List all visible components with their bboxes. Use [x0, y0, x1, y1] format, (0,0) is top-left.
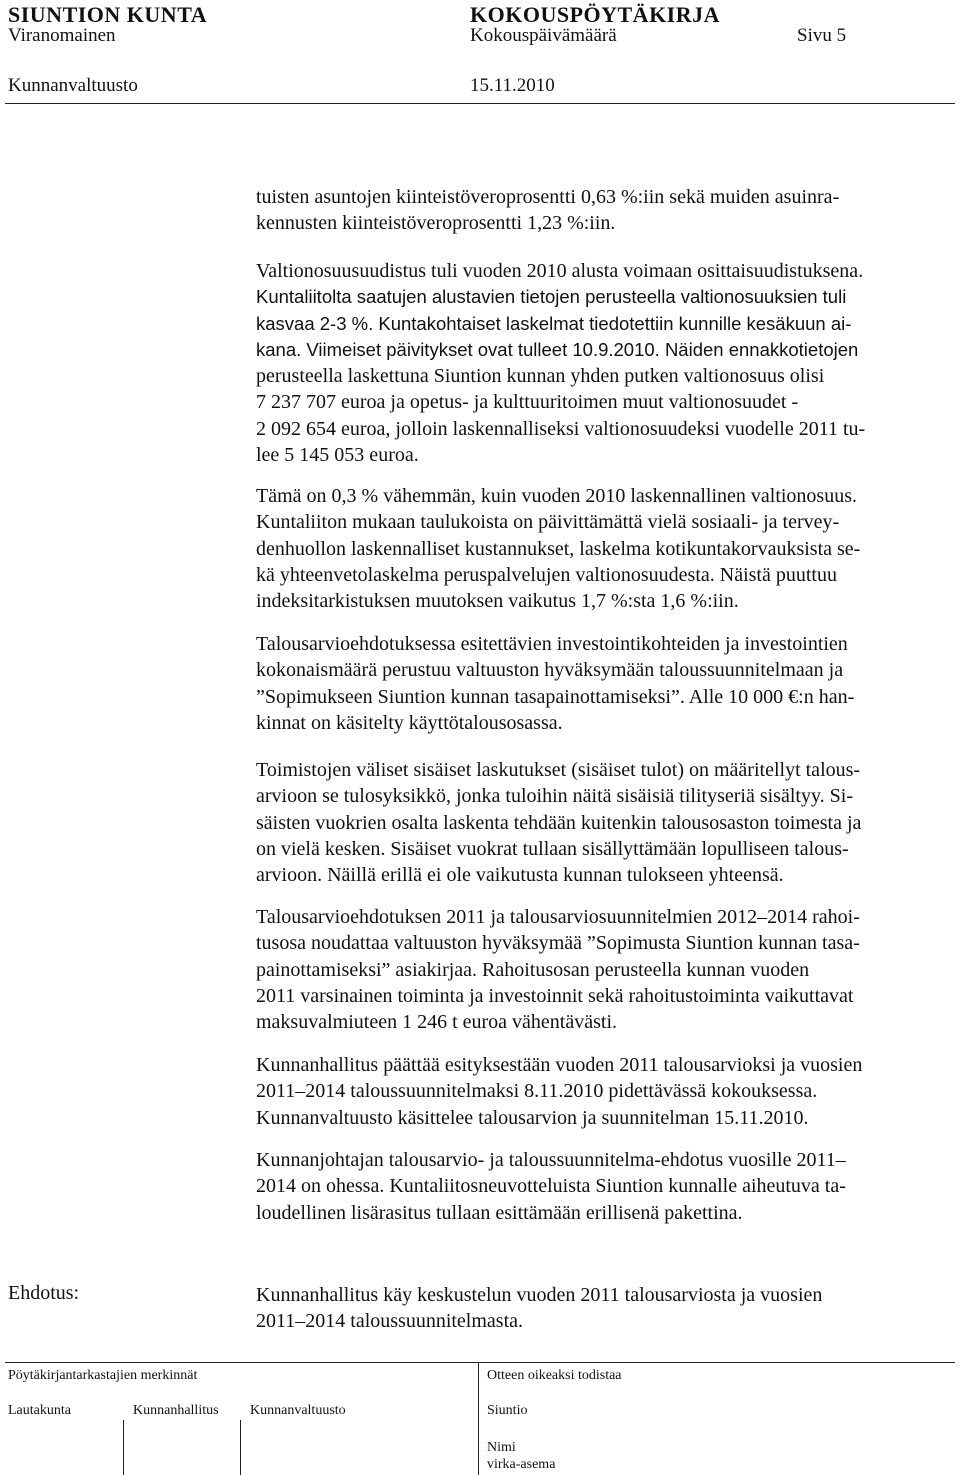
paragraph-line: 7 237 707 euroa ja opetus- ja kulttuuritoimen muut valtionosuudet -	[256, 391, 799, 414]
signature-box-divider	[240, 1420, 241, 1475]
authority-label: Viranomainen	[8, 25, 116, 46]
paragraph-line: 2011 varsinainen toiminta ja investoinnit sekä rahoitustoiminta vaikuttavat	[256, 984, 854, 1007]
paragraph-line: Kuntaliiton mukaan taulukoista on päivittämättä vielä sosiaali- ja tervey-	[256, 511, 840, 534]
paragraph-line: perusteella laskettuna Siuntion kunnan yhden putken valtionosuus olisi	[256, 365, 825, 388]
paragraph-line: 2014 on ohessa. Kuntaliitosneuvotteluista Siuntion kunnalle aiheutuva ta-	[256, 1175, 846, 1198]
paragraph	[256, 757, 946, 888]
paragraph-line: Kunnanjohtajan talousarvio- ja taloussuunnitelma-ehdotus vuosille 2011–	[256, 1149, 846, 1171]
paragraph-line: Kunnanvaltuusto käsittelee talousarvion ja suunnitelman 15.11.2010.	[256, 1106, 809, 1129]
paragraph	[256, 483, 946, 614]
paragraph-line: tuisten asuntojen kiinteistöveroprosentti 0,63 %:iin sekä muiden asuinra-	[256, 186, 840, 208]
paragraph-line: säisten vuokrien osalta laskenta tehdään kuitenkin talousosaston toimesta ja	[256, 811, 862, 834]
paragraph-line: Tämä on 0,3 % vähemmän, kuin vuoden 2010 laskennallinen valtionosuus.	[256, 485, 857, 507]
paragraph-line: kasvaa 2-3 %. Kuntakohtaiset laskelmat tiedotettiin kunnille kesäkuun ai-	[256, 312, 852, 334]
header-divider	[5, 103, 955, 104]
footer-name-label: Nimi	[487, 1440, 516, 1455]
certified-label: Otteen oikeaksi todistaa	[487, 1368, 622, 1383]
paragraph	[256, 904, 946, 1035]
page-number: Sivu 5	[797, 25, 847, 46]
proposal-line: 2011–2014 taloussuunnitelmasta.	[256, 1310, 524, 1333]
meeting-date-label: Kokouspäivämäärä	[470, 25, 617, 46]
paragraph-line: maksuvalmiuteen 1 246 t euroa vähentävästi.	[256, 1011, 618, 1034]
footer-divider	[5, 1362, 955, 1363]
footer-position-label: virka-asema	[487, 1457, 556, 1472]
document-type: KOKOUSPÖYTÄKIRJA	[470, 2, 721, 27]
proposal-text	[256, 1282, 946, 1335]
paragraph-line: denhuollon laskennalliset kustannukset, laskelma kotikuntakorvauksista se-	[256, 537, 861, 560]
paragraph	[256, 184, 946, 237]
paragraph-line: kinnat on käsitelty käyttötalousosassa.	[256, 711, 563, 734]
paragraph	[256, 258, 946, 468]
paragraph-line: kana. Viimeiset päivitykset ovat tulleet 10.9.2010. Näiden ennakkotietojen	[256, 338, 859, 360]
paragraph-line: kokonaismäärä perustuu valtuuston hyväksymään taloussuunnitelmaan ja	[256, 659, 844, 682]
paragraph-line: ”Sopimukseen Siuntion kunnan tasapainottamiseksi”. Alle 10 000 €:n han-	[256, 685, 855, 708]
paragraph-line: loudellinen lisärasitus tullaan esittämään erillisenä pakettina.	[256, 1201, 743, 1224]
paragraph	[256, 1147, 946, 1226]
checkers-label: Pöytäkirjantarkastajien merkinnät	[8, 1368, 198, 1383]
paragraph-line: kä yhteenvetolaskelma peruspalvelujen valtionosuudesta. Näistä puuttuu	[256, 563, 837, 586]
proposal-label: Ehdotus:	[8, 1282, 80, 1304]
footer-body-lautakunta: Lautakunta	[8, 1403, 71, 1418]
paragraph-line: arvioon. Näillä erillä ei ole vaikutusta kunnan tulokseen yhteensä.	[256, 864, 784, 887]
authority-value: Kunnanvaltuusto	[8, 75, 138, 96]
paragraph-line: 2011–2014 taloussuunnitelmaksi 8.11.2010 pidettävässä kokouksessa.	[256, 1080, 818, 1103]
paragraph-line: kennusten kiinteistöveroprosentti 1,23 %:iin.	[256, 212, 616, 235]
paragraph-line: Valtionosuusuudistus tuli vuoden 2010 alusta voimaan osittaisuudistuksena.	[256, 260, 864, 282]
footer-place: Siuntio	[487, 1403, 528, 1418]
footer-body-kunnanvaltuusto: Kunnanvaltuusto	[250, 1403, 346, 1418]
paragraph-line: arvioon se tulosyksikkö, jonka tuloihin näitä sisäisiä tilityseriä sisältyy. Si-	[256, 785, 853, 808]
paragraph-line: Talousarvioehdotuksen 2011 ja talousarviosuunnitelmien 2012–2014 rahoi-	[256, 906, 860, 928]
paragraph-line: indeksitarkistuksen muutoksen vaikutus 1,7 %:sta 1,6 %:iin.	[256, 590, 739, 613]
paragraph-line: tusosa noudattaa valtuuston hyväksymää ”Sopimusta Siuntion kunnan tasa-	[256, 932, 860, 955]
paragraph-line: painottamiseksi” asiakirjaa. Rahoitusosan perusteella kunnan vuoden	[256, 958, 810, 981]
paragraph-line: Kunnanhallitus päättää esityksestään vuoden 2011 talousarvioksi ja vuosien	[256, 1054, 863, 1076]
paragraph-line: Talousarvioehdotuksessa esitettävien investointikohteiden ja investointien	[256, 633, 848, 655]
signature-box-divider	[123, 1420, 124, 1475]
paragraph-line: 2 092 654 euroa, jolloin laskennalliseksi valtionosuudeksi vuodelle 2011 tu-	[256, 417, 866, 440]
paragraph-line: on vielä kesken. Sisäiset vuokrat tullaan sisällyttämään lopulliseen talous-	[256, 837, 849, 860]
meeting-date-value: 15.11.2010	[470, 75, 555, 96]
footer-column-divider	[478, 1362, 479, 1475]
paragraph	[256, 1052, 946, 1131]
paragraph	[256, 631, 946, 736]
municipality-name: SIUNTION KUNTA	[8, 2, 208, 27]
proposal-line: Kunnanhallitus käy keskustelun vuoden 2011 talousarviosta ja vuosien	[256, 1284, 823, 1306]
footer-body-kunnanhallitus: Kunnanhallitus	[133, 1403, 219, 1418]
paragraph-line: lee 5 145 053 euroa.	[256, 444, 419, 467]
paragraph-line: Kuntaliitolta saatujen alustavien tietojen perusteella valtionosuuksien tuli	[256, 286, 847, 308]
paragraph-line: Toimistojen väliset sisäiset laskutukset (sisäiset tulot) on määritellyt talous-	[256, 759, 861, 781]
